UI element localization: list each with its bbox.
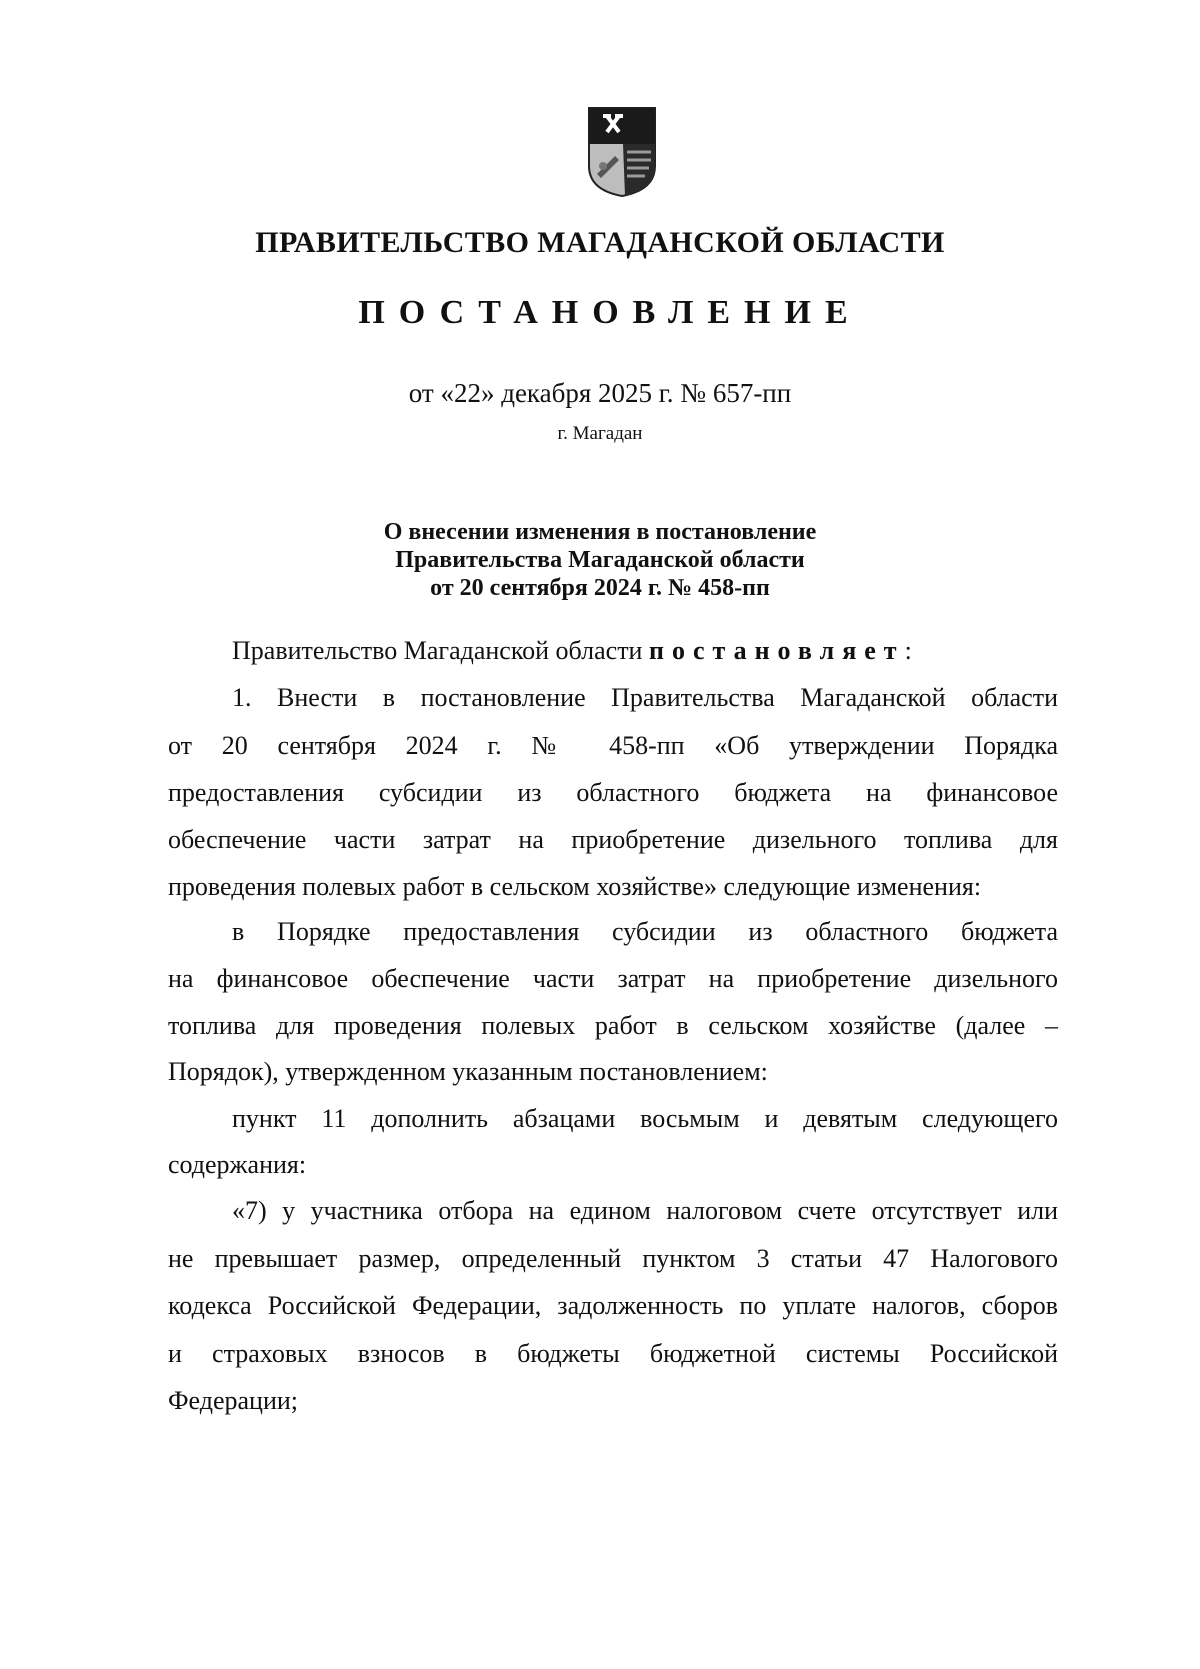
paragraph-line: пункт 11 дополнить абзацами восьмым и девятым следующего bbox=[232, 1104, 1058, 1133]
preamble-colon: : bbox=[904, 636, 912, 665]
paragraph-line: от 20 сентября 2024 г. № 458-пп «Об утверждении Порядка bbox=[168, 731, 1058, 760]
preamble-text: Правительство Магаданской области bbox=[232, 636, 643, 665]
paragraph-line: 1. Внести в постановление Правительства Магаданской области bbox=[232, 683, 1058, 712]
paragraph-line: предоставления субсидии из областного бюджета на финансовое bbox=[168, 778, 1058, 807]
paragraph-line: Порядок), утвержденном указанным постановлением: bbox=[168, 1057, 768, 1086]
subject-line: от 20 сентября 2024 г. № 458-пп bbox=[430, 575, 770, 601]
paragraph-line: на финансовое обеспечение части затрат на приобретение дизельного bbox=[168, 964, 1058, 993]
paragraph-line: проведения полевых работ в сельском хозяйстве» следующие изменения: bbox=[168, 872, 982, 901]
document-type: ПОСТАНОВЛЕНИЕ bbox=[358, 294, 862, 331]
paragraph-line: обеспечение части затрат на приобретение дизельного топлива для bbox=[168, 825, 1058, 854]
paragraph-line: и страховых взносов в бюджеты бюджетной системы Российской bbox=[168, 1339, 1058, 1368]
document-date-number: от «22» декабря 2025 г. № 657-пп bbox=[408, 378, 792, 408]
paragraph-line: топлива для проведения полевых работ в сельском хозяйстве (далее – bbox=[168, 1011, 1058, 1040]
subject-line: Правительства Магаданской области bbox=[395, 547, 805, 573]
document-city: г. Магадан bbox=[557, 423, 643, 444]
preamble-keyword: постановляет bbox=[648, 636, 905, 665]
preamble bbox=[232, 636, 992, 666]
paragraph-line: кодекса Российской Федерации, задолженность по уплате налогов, сборов bbox=[168, 1291, 1058, 1320]
paragraph-line: содержания: bbox=[168, 1150, 307, 1179]
subject-line: О внесении изменения в постановление bbox=[383, 519, 817, 545]
paragraph-line: не превышает размер, определенный пунктом 3 статьи 47 Налогового bbox=[168, 1244, 1058, 1273]
paragraph-line: «7) у участника отбора на едином налоговом счете отсутствует или bbox=[232, 1196, 1058, 1225]
paragraph-line: в Порядке предоставления субсидии из областного бюджета bbox=[232, 917, 1058, 946]
document-subject bbox=[0, 518, 1200, 602]
paragraph-line: Федерации; bbox=[168, 1386, 299, 1415]
coat-of-arms-emblem bbox=[585, 104, 659, 198]
organization-name: ПРАВИТЕЛЬСТВО МАГАДАНСКОЙ ОБЛАСТИ bbox=[255, 226, 945, 259]
